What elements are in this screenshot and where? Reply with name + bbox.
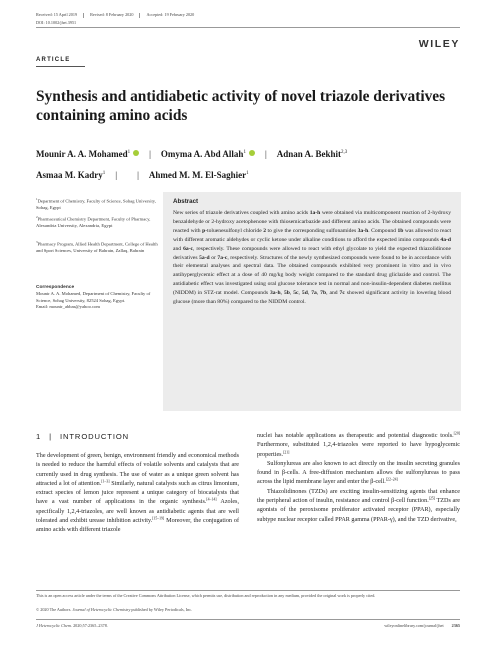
- revised-date: Revised: 8 February 2020: [90, 12, 134, 17]
- citation-volume-pages: 2020;57:2365–2378.: [72, 623, 108, 628]
- compound-label: 3a-h: [357, 227, 369, 234]
- date-separator: [83, 13, 84, 18]
- author-affiliation-marker: 2,3: [341, 150, 348, 155]
- orcid-icon[interactable]: [133, 150, 139, 156]
- author-name[interactable]: Mounir A. A. Mohamed: [36, 149, 128, 159]
- compound-label: 5b: [283, 290, 290, 297]
- section-title: INTRODUCTION: [60, 432, 130, 441]
- article-type-label: ARTICLE: [36, 57, 71, 63]
- abstract-run: New series of triazole derivatives coupled with amino acids: [173, 210, 310, 216]
- citation-ref[interactable]: [20]: [453, 431, 460, 436]
- citation-ref[interactable]: [22–24]: [385, 477, 398, 482]
- copyright-journal: Journal of Heterocyclic Chemistry: [72, 607, 131, 612]
- orcid-icon[interactable]: [249, 150, 255, 156]
- compound-label: p: [202, 227, 206, 234]
- date-separator: [139, 13, 140, 18]
- page-number: 2365: [451, 623, 460, 628]
- citation-ref[interactable]: [25]: [428, 496, 436, 501]
- section-number: 1: [36, 432, 42, 441]
- footer-right: [384, 623, 460, 628]
- paragraph: [257, 460, 460, 488]
- text-run: Moreover, the conjugation of amino acids with different triazole: [36, 518, 239, 534]
- compound-label: 5a-d: [199, 254, 210, 261]
- abstract-run: , respectively. Structures of the newly synthesized compounds were found to be in accordance with their elemental analyses and spectral data. The obtained compounds exhibited very prominent in vitro and in vivo antihyperglycemic effect at a dose of 40 mg/kg body weight compared to the standard drug gliclazide and control. The antidiabetic effect was investigated using oral glucose tolerance test in normal and non-insulin-dependent diabetes mellitus (NIDDM) in STZ-rat model. Compounds: [173, 254, 451, 297]
- article-type-underline: [36, 66, 85, 67]
- body-column-left: [36, 452, 239, 536]
- copyright-suffix: published by Wiley Periodicals, Inc.: [130, 607, 193, 612]
- abstract-heading: Abstract: [173, 198, 199, 205]
- affiliation-2: [36, 214, 158, 229]
- text-run: TZDs are agonists of the peroxisome proliferator activated receptor (PPAR), especially subtype nuclear receptor called PPAR gamma (PPAR-γ), and the TZD derivative,: [257, 498, 460, 523]
- abstract-run: and: [173, 245, 184, 252]
- abstract-run: ,: [280, 290, 284, 297]
- journal-url[interactable]: wileyonlinelibrary.com/journal/jhet: [384, 623, 444, 628]
- abstract-run: ,: [316, 290, 321, 297]
- received-date: Received: 15 April 2019: [36, 12, 78, 17]
- compound-label: 7b: [320, 290, 327, 297]
- copyright-note: [36, 607, 461, 613]
- citation-ref[interactable]: [21]: [283, 450, 290, 455]
- author-affiliation-marker: 1: [246, 171, 249, 176]
- abstract-run: , respectively. These compounds were allowed to react with ethyl glycolate to yield the expected thiazolidinone derivatives: [173, 245, 451, 261]
- abstract-run: ,: [298, 290, 302, 297]
- author-name[interactable]: Ahmed M. M. El-Saghier: [148, 170, 247, 180]
- text-run: The development of green, benign, environment friendly and economical methods is needed to reduce the harmful effects of volatile solvents and catalysts that are currently used in drug synthesis. The use of water as a unique green solvent has attracted a lot of attention.: [36, 453, 239, 487]
- article-title: Synthesis and antidiabetic activity of novel triazole derivatives containing amino acids: [36, 88, 446, 124]
- abstract-box: [163, 192, 461, 411]
- author-separator: |: [264, 149, 267, 159]
- compound-label: 3a-h: [270, 290, 281, 297]
- header-divider: [36, 27, 460, 28]
- text-run: Sulfonylureas are also known to act directly on the insulin secreting granules found in β-cells. A free-diffusion mechanism allows the sulfonylureas to pass across the lipid membrane layer and enter the β-cell.: [257, 460, 460, 486]
- affiliation-marker: 2: [36, 215, 38, 219]
- correspondence-address: Mounir A. A. Mohamed, Department of Chemistry, Faculty of Science, Sohag University, 82524 Sohag, Egypt.: [36, 291, 151, 303]
- abstract-run: to give the corresponding sulfonamides: [266, 227, 358, 234]
- abstract-run: , and: [326, 290, 340, 297]
- section-separator: |: [49, 432, 52, 441]
- abstract-run: or: [209, 254, 218, 261]
- compound-label: 4a-d: [440, 236, 451, 243]
- abstract-run: -toluenesulfonyl chloride: [205, 227, 264, 234]
- author-separator: |: [137, 170, 139, 180]
- affiliation-marker: 3: [36, 240, 38, 244]
- section-heading-introduction: [36, 432, 129, 441]
- compound-label: 7c: [339, 290, 345, 297]
- publisher-logo: WILEY: [418, 38, 460, 50]
- doi[interactable]: DOI: 10.1002/jhet.3951: [36, 20, 77, 25]
- correspondence-email[interactable]: Email: mounir_abbas@yahoo.com: [36, 303, 100, 309]
- copyright-prefix: © 2020 The Authors.: [36, 607, 73, 612]
- affiliation-marker: 1: [36, 197, 38, 201]
- compound-label: 1b: [397, 227, 404, 234]
- abstract-run: showed significant activity in lowering blood glucose (more than 80%) compared to the NIDDM control.: [173, 290, 452, 306]
- citation-ref[interactable]: [1–3]: [101, 479, 110, 484]
- journal-citation: [36, 623, 108, 628]
- compound-label: 2: [263, 227, 266, 234]
- author-name[interactable]: Asmaa M. Kadry: [36, 170, 103, 180]
- paragraph: [36, 452, 239, 536]
- abstract-run: . Compound: [368, 227, 398, 234]
- author-separator: |: [115, 170, 118, 180]
- correspondence-block: [36, 285, 158, 310]
- compound-label: 5d: [301, 290, 308, 297]
- footer-divider: [36, 619, 460, 620]
- author-affiliation-marker: 1: [102, 171, 106, 176]
- affiliation-text: Pharmacy Program, Allied Health Department, College of Health and Sport Sciences, University of Bahrain, Zallaq, Bahrain: [36, 241, 158, 253]
- abstract-run: was allowed to react with different aromatic aldehydes or cyclic ketone under alkaline conditions to afford the expected imino compounds: [173, 227, 451, 243]
- abstract-run: ,: [289, 290, 294, 297]
- affiliation-text: Department of Chemistry, Faculty of Science, Sohag University, Sohag, Egypt: [36, 198, 156, 210]
- author-separator: |: [149, 149, 151, 159]
- license-note: This is an open access article under the terms of the Creative Commons Attribution License, which permits use, distribution and reproduction in any medium, provided the original work is properly cited.: [36, 593, 376, 598]
- citation-ref[interactable]: [4–14]: [206, 497, 217, 502]
- abstract-run: ,: [307, 290, 312, 297]
- compound-label: 7a: [311, 290, 317, 297]
- affiliation-3: [36, 239, 158, 254]
- text-run: Azoles, specifically 1,2,4-triazoles, are well known as antidiabetic agents that are well tolerated and exhibit urease inhibition activity.: [36, 499, 239, 525]
- paragraph: [257, 432, 460, 460]
- paragraph: [257, 488, 460, 525]
- author-name[interactable]: Adnan A. Bekhit: [276, 149, 342, 159]
- footnote-divider: [36, 590, 460, 591]
- text-run: Furthermore, substituted 1,2,4-triazoles were reported to have hypoglycemic properties.: [257, 442, 460, 458]
- author-affiliation-marker: 1: [127, 150, 131, 155]
- author-name[interactable]: Omyma A. Abd Allah: [160, 149, 244, 159]
- article-dates: [36, 12, 194, 18]
- abstract-text: [173, 209, 451, 307]
- author-affiliation-marker: 1: [243, 150, 246, 155]
- citation-journal: J Heterocyclic Chem.: [36, 623, 73, 628]
- body-column-right: [257, 432, 460, 525]
- affiliation-text: Pharmaceutical Chemistry Department, Faculty of Pharmacy, Alexandria University, Alexandria, Egypt: [36, 216, 151, 228]
- compound-label: 5c: [293, 290, 299, 297]
- compound-label: 6a-c: [183, 245, 194, 252]
- text-run: nuclei has notable applications as therapeutic and potential diagnostic tools.: [257, 433, 454, 439]
- correspondence-heading: Correspondence: [36, 285, 75, 290]
- affiliation-1: [36, 196, 158, 211]
- text-run: Similarly, natural catalysts such as citrus limonium, extract species of lemon juice represent a unique category of biocatalysts that have a vast number of applications in the organic synthesis.: [36, 480, 239, 506]
- citation-ref[interactable]: [15–19]: [152, 516, 165, 521]
- abstract-run: were obtained via multicomponent reaction of 2-hydroxy benzaldehyde or 2-hydroxy acetophenone with thiosemicarbazide and different amino acids. The obtained compounds were reacted with: [173, 210, 451, 234]
- compound-label: 7a-c: [217, 254, 228, 261]
- compound-label: 1a-h: [309, 210, 321, 216]
- author-list: [36, 143, 466, 185]
- accepted-date: Accepted: 19 February 2020: [146, 12, 195, 17]
- text-run: Thiazolidinones (TZDs) are exciting insulin-sensitizing agents that enhance the peripheral action of insulin, resistance and control β-cell function.: [257, 488, 460, 505]
